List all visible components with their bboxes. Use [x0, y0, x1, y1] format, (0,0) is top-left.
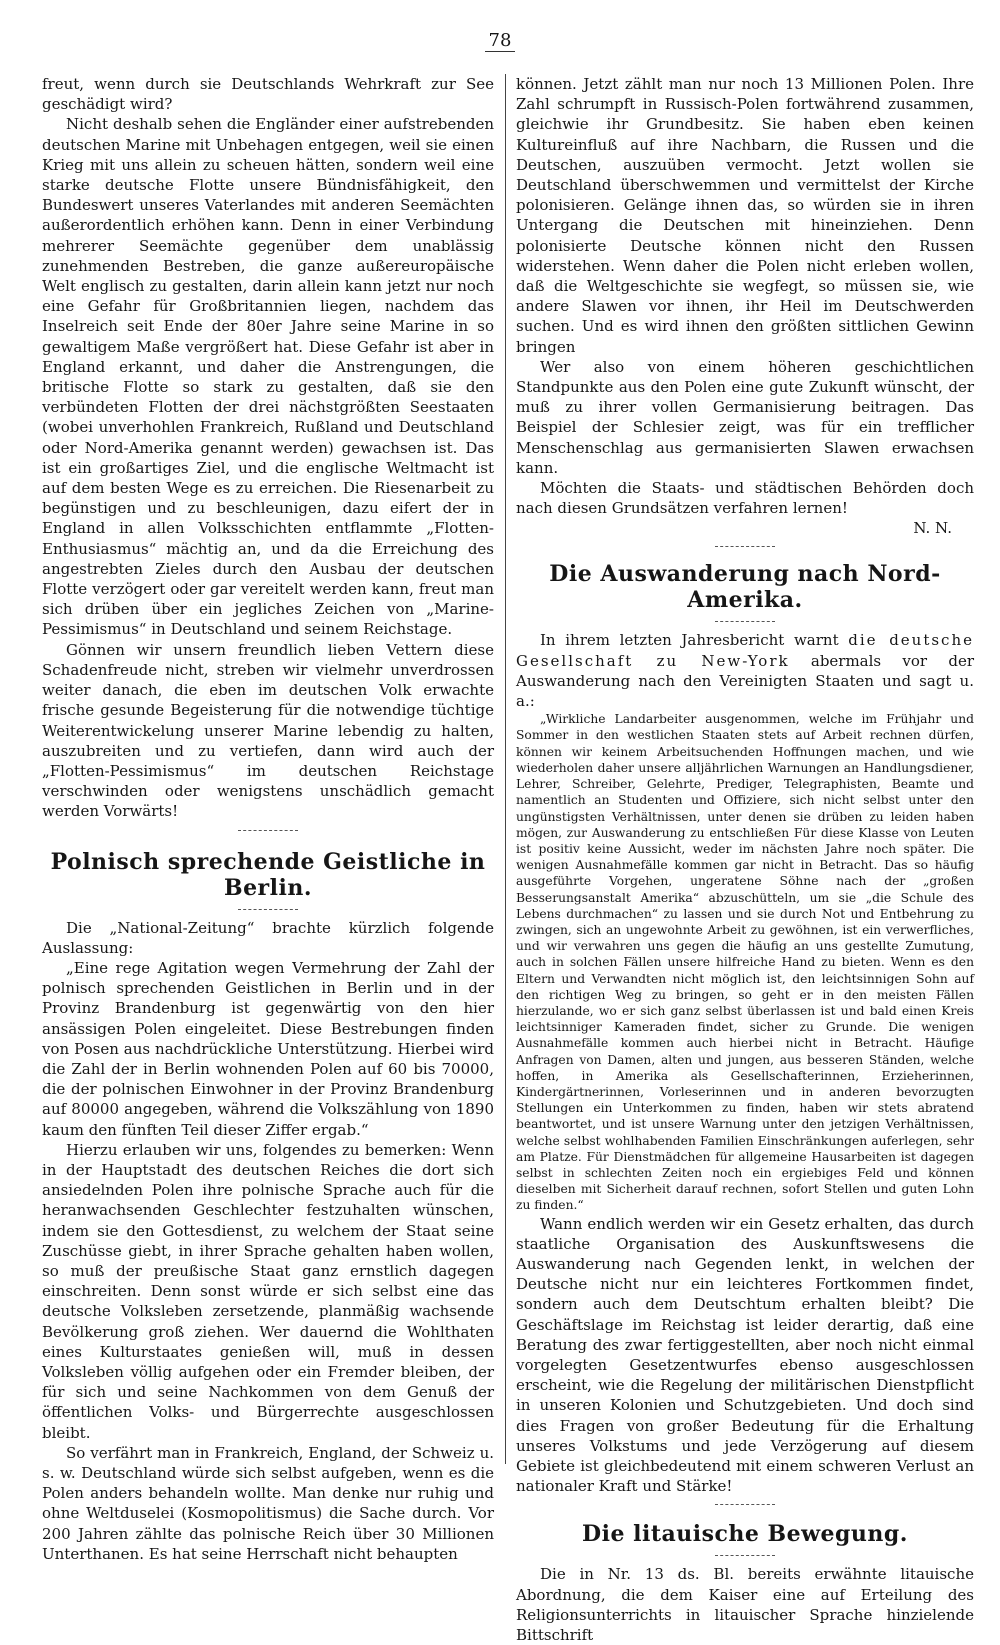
page-number: 78 [0, 30, 1000, 51]
quoted-paragraph: „Eine rege Agitation wegen Vermehrung der Zahl der polnisch sprechenden Geistlichen in Berlin und in der Provinz Brandenburg ist gegenwärtig von den hier ansässigen Polen eingeleitet. Diese Bestrebungen finden von Posen aus nachdrückliche Unterstützung. Hierbei wird die Zahl der in Berlin wohnenden Polen auf 60 bis 70000, die der polnischen Einwohner in der Provinz Brandenburg auf 80000 angegeben, während die Volkszählung von 1890 kaum den fünften Teil dieser Ziffer ergab.“ [42, 958, 494, 1139]
paragraph: Wann endlich werden wir ein Gesetz erhalten, das durch staatliche Organisation des Auskunftswesens die Auswanderung nach Gegenden lenkt, in welchen der Deutsche nicht nur ein leichteres Fortkommen findet, sondern auch dem Deutschtum erhalten bleibt? Die Geschäftslage im Reichstag ist leider derartig, daß eine Beratung des zwar fertiggestellten, aber noch nicht einmal vorgelegten Gesetzentwurfes ebenso ausgeschlossen erscheint, wie die Regelung der militärischen Dienstpflicht in unseren Kolonien und Schutzgebieten. Und doch sind dies Fragen von großer Bedeutung für die Erhaltung unseres Volkstums und jede Verzögerung auf diesem Gebiete ist gleichbedeutend mit einem schweren Verlust an nationaler Kraft und Stärke! [516, 1214, 974, 1496]
paragraph: Möchten die Staats- und städtischen Behörden doch nach diesen Grundsätzen verfahren lernen! [516, 479, 974, 518]
paragraph: Gönnen wir unsern freundlich lieben Vettern diese Schadenfreude nicht, streben wir vielmehr unverdrossen weiter danach, die eben im deutschen Volk erwachte frische gesunde Begeisterung für die notwendige tüchtige Weiterentwickelung unserer Marine lebendig zu halten, auszubreiten und zu vertiefen, dann wird auch der „Flotten-Pessimismus“ im deutschen Reichstage verschwinden oder wenigstens unschädlich gemacht werden Vorwärts! [42, 640, 494, 821]
article-headline: Die Auswanderung nach Nord-Amerika. [549, 561, 941, 614]
paragraph [516, 630, 974, 711]
left-column [42, 74, 494, 1563]
right-column [516, 74, 975, 1645]
paragraph-text: In ihrem letzten Jahresbericht warnt [540, 631, 849, 650]
section-rule [715, 621, 775, 622]
paragraph: Die in Nr. 13 ds. Bl. bereits erwähnte litauische Abordnung, die dem Kaiser eine auf Erteilung des Religionsunterrichts in litauischer Sprache hinzielende Bittschrift [516, 1565, 974, 1645]
column-divider [505, 74, 506, 1464]
organization-name: die deutsche Gesellschaft zu New-York [516, 631, 974, 670]
article-headline: Die litauische Bewegung. [582, 1521, 908, 1548]
section-rule [238, 830, 298, 831]
paragraph: Nicht deshalb sehen die Engländer einer aufstrebenden deutschen Marine mit Unbehagen entgegen, weil sie einen Krieg mit uns allein zu scheuen hätten, sondern weil eine starke deutsche Flotte unsere Bündnisfähigkeit, den Bundeswert unseres Vaterlandes mit anderen Seemächten außerordentlich erhöhen kann. Denn in einer Verbindung mehrerer Seemächte gegenüber dem unablässig zunehmenden Bestreben, die ganze außereuropäische Welt englisch zu gestalten, darin allein kann jetzt nur noch eine Gefahr für Großbritannien liegen, nachdem das Inselreich seit Ende der 80er Jahre seine Marine in so gewaltigem Maße vergrößert hat. Diese Gefahr ist aber in England erkannt, und daher die Anstrengungen, die britische Flotte so stark zu gestalten, daß sie den verbündeten Flotten der drei nächstgrößten Seestaaten (wobei unverhohlen Frankreich, Rußland und Deutschland oder Nord-Amerika genannt werden) gewachsen ist. Das ist ein großartiges Ziel, und die englische Weltmacht ist auf dem besten Wege es zu erreichen. Die Riesenarbeit zu begünstigen und zu beschleunigen, dazu eifert der in England in allen Volksschichten entflammte „Flotten-Enthusiasmus“ mächtig an, und da die Erreichung des angestrebten Zieles durch den Ausbau der deutschen Flotte verzögert oder gar vereitelt werden kann, freut man sich drüben über ein jegliches Zeichen von „Marine-Pessimismus“ in Deutschland und seinem Reichstage. [42, 115, 494, 639]
paragraph: Hierzu erlauben wir uns, folgendes zu bemerken: Wenn in der Hauptstadt des deutschen Reiches die dort sich ansiedelnden Polen ihre polnische Sprache auch für die heranwachsenden Geschlechter festzuhalten wünschen, indem sie den Gottesdienst, zu welchem der Staat seine Zuschüsse giebt, in ihrer Sprache gehalten haben wollen, so muß der preußische Staat ganz ernstlich dagegen einschreiten. Denn sonst würde er sich selbst eine das deutsche Volksleben zersetzende, planmäßig wachsende Bevölkerung groß ziehen. Wer dauernd die Wohlthaten eines Kulturstaates genießen will, muß in dessen Volksleben völlig aufgehen oder ein Fremder bleiben, der für sich und seine Nachkommen von dem Genuß der öffentlichen Volks- und Bürgerrechte ausgeschlossen bleibt. [42, 1140, 494, 1442]
paragraph: freut, wenn durch sie Deutschlands Wehrkraft zur See geschädigt wird? [42, 75, 494, 114]
signature: N. N. [913, 519, 952, 538]
paragraph: So verfährt man in Frankreich, England, der Schweiz u. s. w. Deutschland würde sich selbst aufgeben, wenn es die Polen anders behandeln wollte. Man denke nur ruhig und ohne Weltduselei (Kosmopolitismus) die Sache durch. Vor 200 Jahren zählte das polnische Reich über 30 Millionen Unterthanen. Es hat seine Herrschaft nicht behaupten [42, 1443, 494, 1563]
paragraph: Wer also von einem höheren geschichtlichen Standpunkte aus den Polen eine gute Zukunft wünscht, der muß zu ihrer vollen Germanisierung beitragen. Das Beispiel der Schlesier zeigt, was für ein trefflicher Menschenschlag aus germanisierten Slawen erwachsen kann. [516, 357, 974, 477]
paragraph-text: abermals vor der Auswanderung nach den Vereinigten Staaten und sagt u. a.: [516, 651, 975, 711]
article-headline: Polnisch sprechende Geistliche in Berlin. [50, 848, 486, 901]
section-rule [715, 1504, 775, 1505]
paragraph: Die „National-Zeitung“ brachte kürzlich folgende Auslassung: [42, 918, 494, 957]
section-rule [238, 909, 298, 910]
section-rule [715, 546, 775, 547]
paragraph: können. Jetzt zählt man nur noch 13 Millionen Polen. Ihre Zahl schrumpft in Russisch-Polen fortwährend zusammen, gleichwie ihr Grundbesitz. Sie haben eben keinen Kultureinfluß auf ihre Nachbarn, die Russen und die Deutschen, auszuüben vermocht. Jetzt wollen sie Deutschland überschwemmen und vermittelst der Kirche polonisieren. Gelänge ihnen das, so würden sie in ihren Untergang die Deutschen mit hineinziehen. Denn polonisierte Deutsche können nicht den Russen widerstehen. Wenn daher die Polen nicht erleben wollen, daß die Weltgeschichte sie wegfegt, so müssen sie, wie andere Slawen vor ihnen, ihr Heil im Deutschwerden suchen. Und es wird ihnen den größten sittlichen Gewinn bringen [516, 75, 974, 356]
section-rule [715, 1555, 775, 1556]
quoted-report: „Wirkliche Landarbeiter ausgenommen, welche im Frühjahr und Sommer in den westlichen Staaten stets auf Arbeit rechnen dürfen, können wir keinem Arbeitsuchenden Hoffnungen machen, und wie wiederholen daher unsere alljährlichen Warnungen an Handlungsdiener, Lehrer, Schreiber, Gelehrte, Prediger, Telegraphisten, Beamte und namentlich an Studenten und Offiziere, sich nicht selbst unter den ungünstigsten Verhältnissen, unter denen sie drüben zu leiden haben mögen, zur Auswanderung zu entschließen Für diese Klasse von Leuten ist positiv keine Aussicht, weder im nächsten Jahre noch später. Die wenigen Ausnahmefälle kommen gar nicht in Betracht. Das so häufig ausgeführte Vorgehen, ungeratene Söhne nach der „großen Besserungsanstalt Amerika“ abzuschütteln, um sie „die Schule des Lebens durchmachen“ zu lassen und sie durch Not und Entbehrung zu zwingen, sich an ungewohnte Arbeit zu gewöhnen, ist ein verwerfliches, und wir verwahren uns gegen die häufig an uns gestellte Zumutung, auch in solchen Fällen unsere hilfreiche Hand zu bieten. Wenn es den Eltern und Verwandten nicht möglich ist, den leichtsinnigen Sohn auf den richtigen Weg zu bringen, so geht er in den meisten Fällen hierzulande, wo er sich ganz selbst überlassen ist und bald einen Kreis leichtsinniger Kameraden findet, sicher zu Grunde. Die wenigen Ausnahmefälle kommen auch hierbei nicht in Betracht. Häufige Anfragen von Damen, alten und jungen, aus besseren Ständen, welche hoffen, in Amerika als Gesellschafterinnen, Erzieherinnen, Kindergärtnerinnen, Vorleserinnen und in anderen bevorzugten Stellungen ein Unterkommen zu finden, haben wir stets abratend beantwortet, und ist unsere Warnung unter den jetzigen Verhältnissen, welche selbst wohlhabenden Familien Einschränkungen auferlegen, sehr am Platze. Für Dienstmädchen für allgemeine Hausarbeiten ist dagegen selbst in schlechten Zeiten noch ein ergiebiges Feld und können dieselben mit Sicherheit darauf rechnen, sofort Stellen und guten Lohn zu finden.“ [516, 712, 974, 1213]
